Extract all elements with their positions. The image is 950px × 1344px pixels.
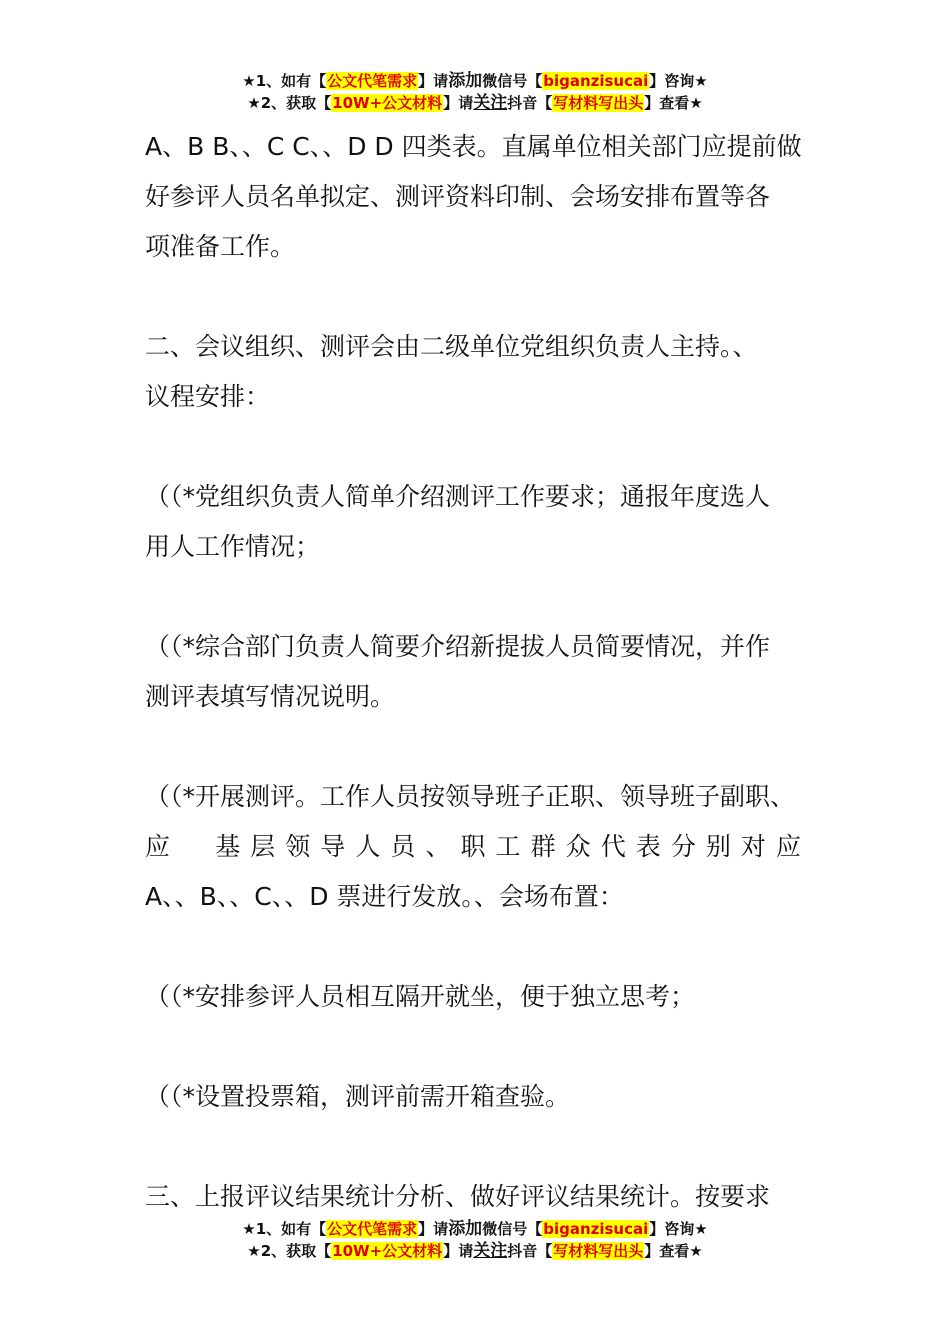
para-2-line-1: 二、会议组织、测评会由二级单位党组织负责人主持。、 [145,332,758,361]
para-2-line-2: 议程安排： [145,382,271,411]
para-5-line-1: （（*开展测评。工作人员按领导班子正职、领导班子副职、 [145,782,796,811]
highlight-douyin: 写材料写出头 [553,94,644,112]
para-5-line-2: 应 基层领导人员、职工群众代表分别对应 [145,832,807,861]
para-5-line-3: A、、B、、C、、D 票进行发放。、会场布置： [145,882,624,911]
banner-line-1: ★1、如有【公文代笔需求】请添加微信号【biganzisucai】咨询★ [242,71,708,91]
para-3-line-2: 用人工作情况； [145,532,321,561]
highlight-materials: 10W+公文材料 [332,94,443,112]
para-3-line-1: （（*党组织负责人简单介绍测评工作要求；通报年度选人 [145,482,771,511]
para-8-line-1: 三、上报评议结果统计分析、做好评议结果统计。按要求 [145,1182,771,1211]
header-banner [0,70,950,114]
para-4-line-2: 测评表填写情况说明。 [145,682,396,711]
highlight-wechat-id: biganzisucai [543,72,649,90]
para-1-line-1: A、B B、、C C、、D D 四类表。直属单位相关部门应提前做 [145,132,802,161]
banner-line-2: ★2、获取【10W+公文材料】请关注抖音【写材料写出头】查看★ [247,93,703,113]
footer-line-1: ★1、如有【公文代笔需求】请添加微信号【biganzisucai】咨询★ [242,1219,708,1239]
para-1-line-2: 好参评人员名单拟定、测评资料印制、会场安排布置等各 [145,182,771,211]
para-1-line-3: 项准备工作。 [145,232,296,261]
para-6-line-1: （（*安排参评人员相互隔开就坐，便于独立思考； [145,982,696,1011]
para-4-line-1: （（*综合部门负责人简要介绍新提拔人员简要情况，并作 [145,632,771,661]
para-7-line-1: （（*设置投票箱，测评前需开箱查验。 [145,1082,571,1111]
footer-banner [0,1218,950,1262]
footer-line-2: ★2、获取【10W+公文材料】请关注抖音【写材料写出头】查看★ [247,1241,703,1261]
highlight-service: 公文代笔需求 [327,72,418,90]
document-body [145,122,807,1222]
